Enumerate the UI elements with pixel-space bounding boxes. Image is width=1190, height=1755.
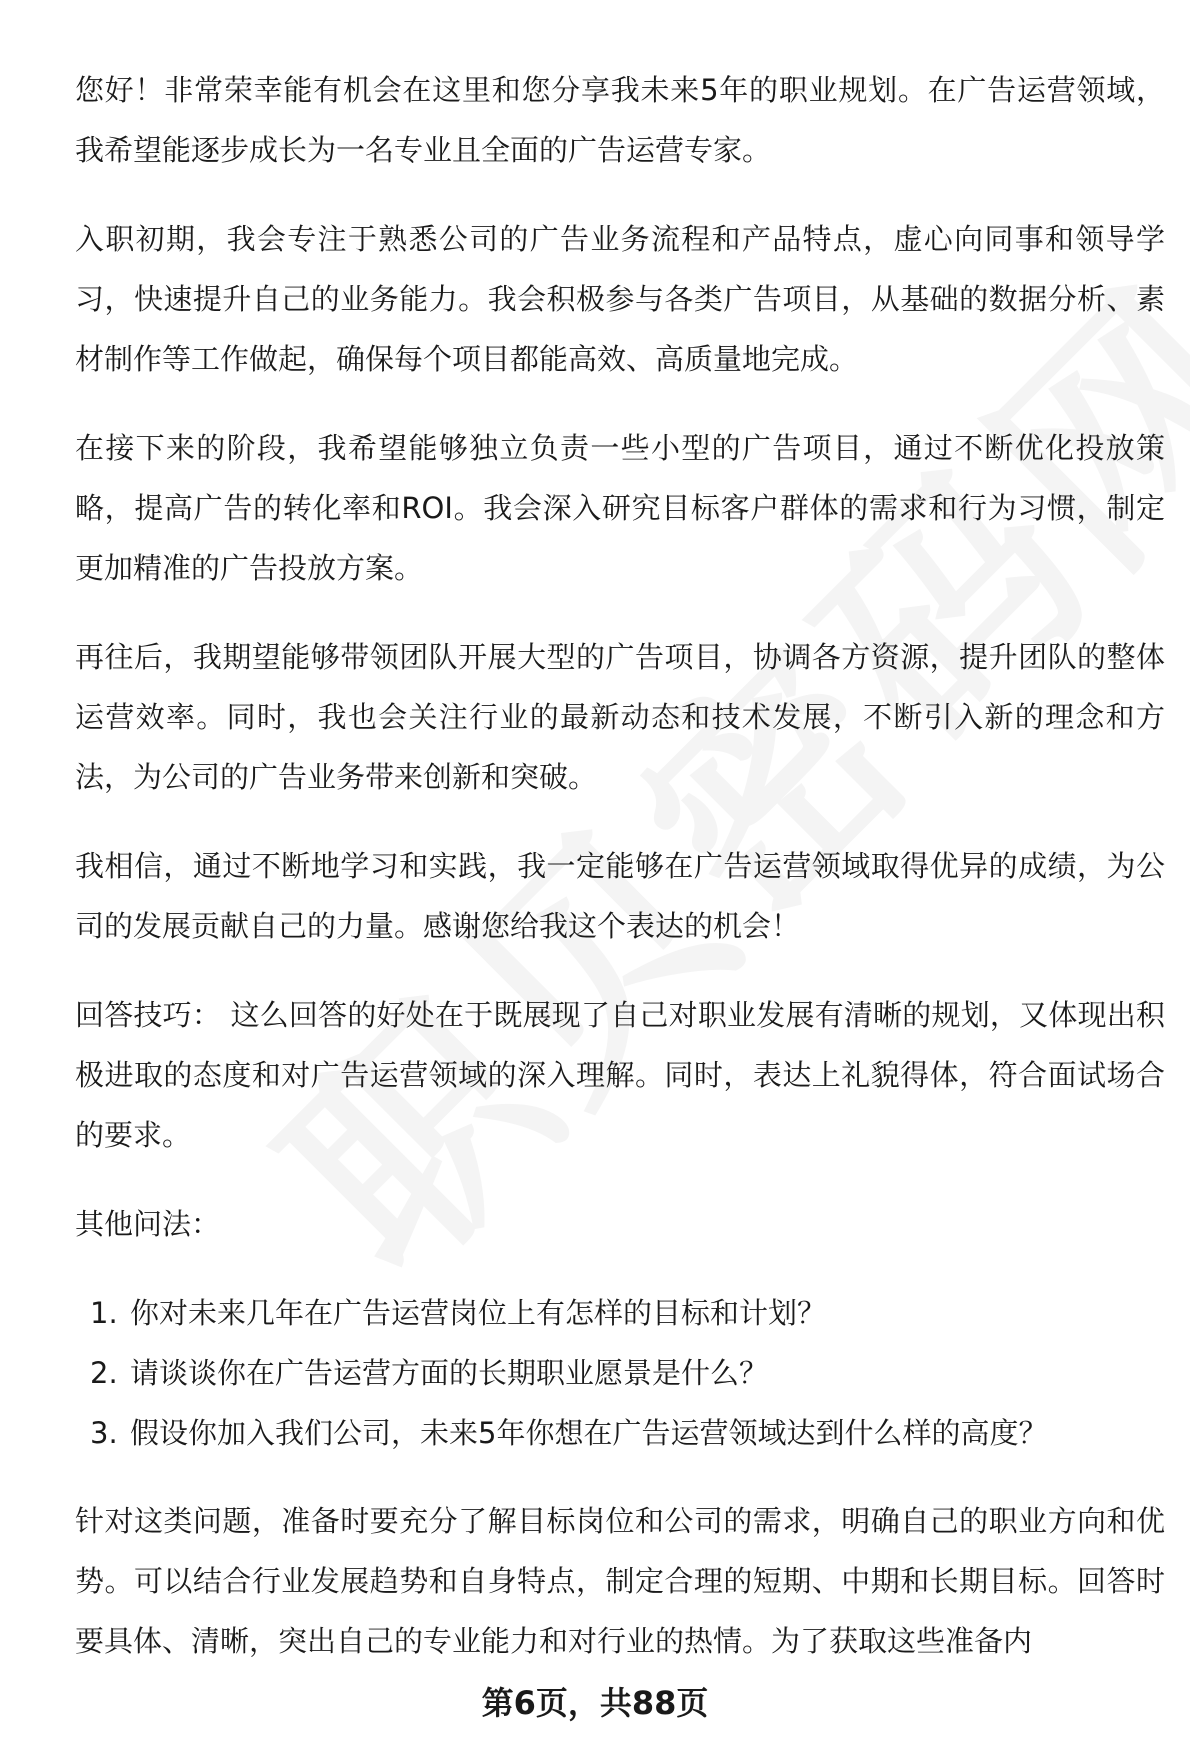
list-item-number: 3. <box>90 1416 118 1450</box>
paragraph-later-stage: 再往后，我期望能够带领团队开展大型的广告项目，协调各方资源，提升团队的整体运营效率。同时，我也会关注行业的最新动态和技术发展，不断引入新的理念和方法，为公司的广告业务带来创新和突破。 <box>75 640 1165 794</box>
paragraph-answer-tips: 回答技巧： 这么回答的好处在于既展现了自己对职业发展有清晰的规划，又体现出积极进取的态度和对广告运营领域的深入理解。同时，表达上礼貌得体，符合面试场合的要求。 <box>75 998 1165 1152</box>
document-body <box>75 60 1165 1700</box>
page-number: 第6页，共88页 <box>481 1684 709 1722</box>
paragraph-next-stage: 在接下来的阶段，我希望能够独立负责一些小型的广告项目，通过不断优化投放策略，提高广告的转化率和ROI。我会深入研究目标客户群体的需求和行为习惯，制定更加精准的广告投放方案。 <box>75 431 1165 585</box>
question-list <box>75 1283 1165 1463</box>
paragraph-early-stage: 入职初期，我会专注于熟悉公司的广告业务流程和产品特点，虚心向同事和领导学习，快速提升自己的业务能力。我会积极参与各类广告项目，从基础的数据分析、素材制作等工作做起，确保每个项目都能高效、高质量地完成。 <box>75 222 1165 376</box>
paragraph-conclusion: 我相信，通过不断地学习和实践，我一定能够在广告运营领域取得优异的成绩，为公司的发展贡献自己的力量。感谢您给我这个表达的机会！ <box>75 849 1165 943</box>
paragraph-other-questions-heading: 其他问法： <box>75 1207 221 1241</box>
paragraph-closing: 针对这类问题，准备时要充分了解目标岗位和公司的需求，明确自己的职业方向和优势。可以结合行业发展趋势和自身特点，制定合理的短期、中期和长期目标。回答时要具体、清晰，突出自己的专业能力和对行业的热情。为了获取这些准备内 <box>75 1504 1165 1658</box>
list-item-text: 你对未来几年在广告运营岗位上有怎样的目标和计划？ <box>130 1296 827 1330</box>
list-item-number: 1. <box>90 1296 118 1330</box>
list-item-text: 假设你加入我们公司，未来5年你想在广告运营领域达到什么样的高度？ <box>130 1416 1048 1450</box>
list-item <box>75 1283 1165 1343</box>
list-item <box>75 1403 1165 1463</box>
list-item <box>75 1343 1165 1403</box>
list-item-text: 请谈谈你在广告运营方面的长期职业愿景是什么？ <box>130 1356 769 1390</box>
list-item-number: 2. <box>90 1356 118 1390</box>
paragraph-intro: 您好！非常荣幸能有机会在这里和您分享我未来5年的职业规划。在广告运营领域，我希望能逐步成长为一名专业且全面的广告运营专家。 <box>75 73 1165 167</box>
